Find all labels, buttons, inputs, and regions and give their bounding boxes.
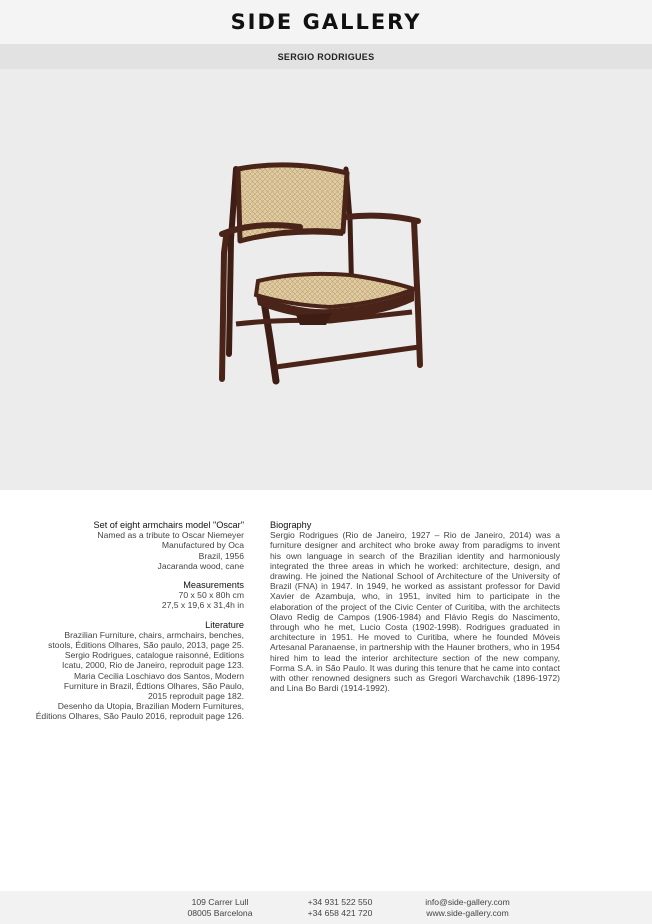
biography-heading: Biography [270,520,312,530]
literature-line: Maria Cecilia Loschiavo dos Santos, Modern [73,670,244,681]
literature-line: Desenho da Utopia, Brazilian Modern Furnitures, [57,701,244,712]
detail-line: Jacaranda wood, cane [157,560,244,571]
phone-link[interactable]: +34 658 421 720 [307,908,373,918]
footer-contact [405,897,530,919]
address-line: 109 Carrer Lull [191,897,249,907]
header [0,0,652,44]
footer-address [170,897,270,919]
email-link[interactable]: info@side-gallery.com [425,897,510,907]
literature-line: 2015 reproduit page 182. [147,691,244,702]
product-info [20,520,244,722]
product-photo [0,69,652,490]
literature-line: Icatu, 2000, Rio de Janeiro, reproduit page 123. [61,660,244,671]
literature-line: stools, Éditions Olhares, São paulo, 2013, page 25. [48,640,244,651]
literature-line: Brazilian Furniture, chairs, armchairs, benches, [64,629,244,640]
product-title: Set of eight armchairs model "Oscar" [93,520,244,530]
detail-line: Named as a tribute to Oscar Niemeyer [97,530,244,541]
biography-text: Sergio Rodrigues (Rio de Janeiro, 1927 – Rio de Janeiro, 2014) was a furniture designer and architect who broke away from paradigms to invent his own language in search of the Brazilian identity and harmoniously integrated the three areas in which he worked: architecture, design, and drawing. He joined the National School of Architecture of the University of Brazil (FNA) in 1947. In 1949, he worked as assistant professor for David Xavier de Azambuja, who, in 1951, invited him to participate in the elaboration of the project of the Civic Center of Curitiba, with the architects Olavo Redig de Campos (1906-1984) and Flávio Regis do Nascimento, through who he met, Lucio Costa (1902-1998). Rodrigues graduated in architecture in 1951. He moved to Curitiba, where he founded Móveis Artesanal Paranaense, in partnership with the Hauner brothers, who in 1954 hired him to lead the interior architecture section of the new company, Forma S.A. in São Paulo. It was during this tenure that he came into contact with other renowned designers such as Gregori Warchavchik (1896-1972) and Lina Bo Bardi (1914-1992). [270,530,560,694]
literature-heading: Literature [205,619,244,630]
phone-link[interactable]: +34 931 522 550 [307,897,373,907]
detail-line: Manufactured by Oca [161,540,244,551]
brand-logo[interactable]: SIDE GALLERY [230,10,422,34]
address-line: 08005 Barcelona [187,908,253,918]
website-link[interactable]: www.side-gallery.com [426,908,509,918]
measurement-line: 70 x 50 x 80h cm [178,590,244,601]
biography-section [270,520,560,693]
armchair-illustration [0,69,652,490]
measurements-heading: Measurements [183,580,244,591]
measurement-line: 27,5 x 19,6 x 31,4h in [161,600,244,611]
footer [0,891,652,924]
literature-line: Furniture in Brazil, Édtions Olhares, São Paulo, [63,680,244,691]
literature-line: Sergio Rodrigues, catalogue raisonné, Editions [64,650,244,661]
designer-title: SERGIO RODRIGUES [0,44,652,69]
literature-line: Éditions Olhares, São Paulo 2016, reproduit page 126. [35,711,244,722]
footer-phones [290,897,390,919]
detail-line: Brazil, 1956 [198,550,244,561]
